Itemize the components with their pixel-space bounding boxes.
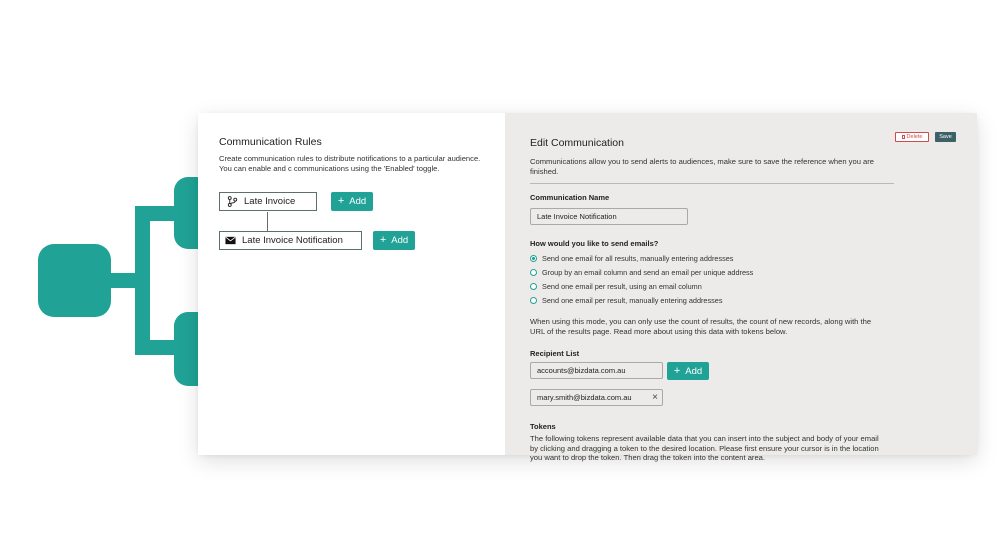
radio-icon[interactable] [530,283,537,290]
send-option-label: Send one email per result, using an email column [542,282,702,291]
send-question: How would you like to send emails? [530,239,659,248]
recipient-input[interactable]: accounts@bizdata.com.au [530,362,663,379]
send-option-label: Send one email per result, manually entering addresses [542,296,723,305]
recipient-label: Recipient List [530,349,580,358]
radio-icon[interactable] [530,269,537,276]
radio-selected-icon[interactable] [530,255,537,262]
rule-node-late-invoice[interactable] [219,192,317,211]
send-option-1[interactable] [530,254,733,263]
add-label: Add [391,235,409,246]
add-label: Add [349,196,367,207]
tokens-description: The following tokens represent available data that you can insert into the subject and body of your email by clicking and dragging a token to the desired location. Please first ensure your cursor is in the location you want to drop the token. Then drag the token into the content area. [530,434,879,462]
edit-description: Communications allow you to send alerts to audiences, make sure to save the reference when you are finished. [530,157,875,176]
close-icon[interactable]: × [652,392,658,403]
edit-communication-panel [505,113,977,462]
plus-icon: + [379,234,387,246]
plus-icon: + [673,364,681,377]
send-option-label: Group by an email column and send an email per unique address [542,268,754,277]
tokens-label: Tokens [530,422,556,431]
communication-card [198,113,977,462]
delete-label: Delete [906,134,923,140]
send-option-4[interactable] [530,296,723,305]
rule-node-label: Late Invoice [244,196,296,207]
tree-connector [267,212,269,232]
rules-description: Create communication rules to distribute notifications to a particular audience. You can enable and c communications using the 'Enabled' toggle. [219,154,481,173]
radio-icon[interactable] [530,297,537,304]
save-button[interactable]: Save [935,132,956,142]
rule-node-label: Late Invoice Notification [242,235,343,246]
edit-title: Edit Communication [530,137,624,149]
divider [530,183,894,184]
recipient-chip-label: mary.smith@bizdata.com.au [537,393,632,402]
plus-icon: + [337,195,345,207]
branch-icon [227,196,238,207]
delete-button[interactable] [895,132,929,142]
add-rule-button[interactable] [331,192,373,211]
recipient-chip [530,389,663,406]
rules-title: Communication Rules [219,136,322,148]
rule-node-late-invoice-notification[interactable] [219,231,362,250]
mode-note: When using this mode, you can only use the count of results, the count of new records, along with the URL of the results page. Read more about using this data with tokens below. [530,317,872,336]
add-communication-button[interactable] [373,231,415,250]
send-option-3[interactable] [530,282,702,291]
envelope-icon [225,235,236,246]
name-label: Communication Name [530,193,610,202]
communication-name-input[interactable]: Late Invoice Notification [530,208,688,225]
add-label: Add [685,365,703,377]
trash-icon [902,135,905,139]
send-option-label: Send one email for all results, manually entering addresses [542,254,734,263]
send-option-2[interactable] [530,268,753,277]
add-recipient-button[interactable] [667,362,709,380]
communication-rules-panel [198,113,505,455]
